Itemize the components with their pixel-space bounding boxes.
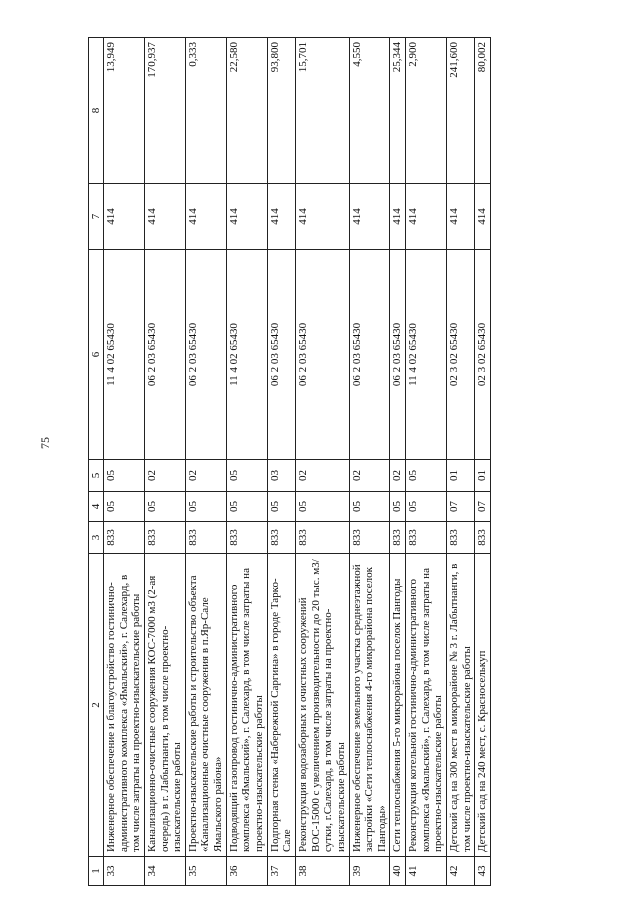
object-name-cell: Детский сад на 300 мест в микрорайоне № 3 г. Лабытнанги, в том числе проектно-изыскательские работы bbox=[447, 554, 475, 857]
object-name-cell: Подводящий газопровод гостинично-административного комплекса «Ямальский», г. Салехард, в том числе затраты на проектно-изыскательские работы bbox=[226, 554, 267, 857]
expense-type-cell: 414 bbox=[226, 184, 267, 250]
subsection-cell: 01 bbox=[475, 460, 491, 492]
expense-type-cell: 414 bbox=[185, 184, 226, 250]
row-number-cell: 36 bbox=[226, 857, 267, 886]
target-article-cell: 06 2 03 65430 bbox=[185, 250, 226, 460]
expense-type-cell: 414 bbox=[104, 184, 145, 250]
code-cell: 833 bbox=[447, 522, 475, 554]
object-name-cell: Реконструкция водозаборных и очистных сооружений ВОС-15000 с увеличением производительности до 20 тыс. м3/сутки, г.Салехард, в том числе затраты на проектно-изыскательские работы bbox=[295, 554, 349, 857]
target-article-cell: 06 2 03 65430 bbox=[349, 250, 390, 460]
target-article-cell: 06 2 03 65430 bbox=[390, 250, 406, 460]
section-cell: 05 bbox=[144, 492, 185, 522]
table-row bbox=[185, 38, 226, 886]
amount-cell: 0,333 bbox=[185, 38, 226, 184]
target-article-cell: 02 3 02 65430 bbox=[447, 250, 475, 460]
subsection-cell: 02 bbox=[390, 460, 406, 492]
code-cell: 833 bbox=[295, 522, 349, 554]
section-cell: 07 bbox=[475, 492, 491, 522]
table-row bbox=[104, 38, 145, 886]
code-cell: 833 bbox=[349, 522, 390, 554]
expense-type-cell: 414 bbox=[475, 184, 491, 250]
object-name-cell: Детский сад на 240 мест, с. Красноселькуп bbox=[475, 554, 491, 857]
row-number-cell: 33 bbox=[104, 857, 145, 886]
code-cell: 833 bbox=[226, 522, 267, 554]
row-number-cell: 40 bbox=[390, 857, 406, 886]
column-header: 2 bbox=[89, 554, 104, 857]
object-name-cell: Инженерное обеспечение и благоустройство гостинично-административного комплекса «Ямальский», г. Салехард, в том числе затраты на проектно-изыскательские работы bbox=[104, 554, 145, 857]
code-cell: 833 bbox=[104, 522, 145, 554]
amount-cell: 80,002 bbox=[475, 38, 491, 184]
amount-cell: 22,580 bbox=[226, 38, 267, 184]
page-number: 75 bbox=[38, 437, 52, 449]
row-number-cell: 35 bbox=[185, 857, 226, 886]
object-name-cell: Канализационно-очистные сооружения КОС-7000 м3 (2-ая очередь) в г. Лабытнанги, в том числе проектно-изыскательские работы bbox=[144, 554, 185, 857]
section-cell: 05 bbox=[295, 492, 349, 522]
object-name-cell: Сети теплоснабжения 5-го микрорайона поселок Пангоды bbox=[390, 554, 406, 857]
object-name-cell: Проектно-изыскательские работы и строительство объекта «Канализационные очистные сооружения в п.Яр-Сале Ямальского района» bbox=[185, 554, 226, 857]
object-name-cell: Инженерное обеспечение земельного участка среднеэтажной застройки «Сети теплоснабжения 4-го микрорайона поселок Пангоды» bbox=[349, 554, 390, 857]
table-body bbox=[104, 38, 491, 886]
column-header: 6 bbox=[89, 250, 104, 460]
row-number-cell: 43 bbox=[475, 857, 491, 886]
object-name-cell: Реконструкция котельной гостинично-административного комплекса «Ямальский», г. Салехард, в том числе затраты на проектно-изыскательские работы bbox=[406, 554, 447, 857]
section-cell: 05 bbox=[406, 492, 447, 522]
amount-cell: 4,550 bbox=[349, 38, 390, 184]
code-cell: 833 bbox=[144, 522, 185, 554]
row-number-cell: 34 bbox=[144, 857, 185, 886]
table-row bbox=[406, 38, 447, 886]
expense-type-cell: 414 bbox=[144, 184, 185, 250]
subsection-cell: 02 bbox=[144, 460, 185, 492]
amount-cell: 93,800 bbox=[267, 38, 295, 184]
header-row bbox=[89, 38, 104, 886]
row-number-cell: 41 bbox=[406, 857, 447, 886]
object-name-cell: Подпорная стенка «Набережной Саргина» в городе Тарко-Сале bbox=[267, 554, 295, 857]
column-header: 7 bbox=[89, 184, 104, 250]
section-cell: 05 bbox=[226, 492, 267, 522]
target-article-cell: 06 2 03 65430 bbox=[295, 250, 349, 460]
table-row bbox=[349, 38, 390, 886]
subsection-cell: 01 bbox=[447, 460, 475, 492]
table-row bbox=[267, 38, 295, 886]
amount-cell: 13,949 bbox=[104, 38, 145, 184]
section-cell: 05 bbox=[267, 492, 295, 522]
subsection-cell: 05 bbox=[226, 460, 267, 492]
row-number-cell: 38 bbox=[295, 857, 349, 886]
expense-type-cell: 414 bbox=[447, 184, 475, 250]
column-header: 8 bbox=[89, 38, 104, 184]
row-number-cell: 39 bbox=[349, 857, 390, 886]
section-cell: 05 bbox=[185, 492, 226, 522]
amount-cell: 2,900 bbox=[406, 38, 447, 184]
table-row bbox=[144, 38, 185, 886]
subsection-cell: 02 bbox=[295, 460, 349, 492]
expense-type-cell: 414 bbox=[406, 184, 447, 250]
subsection-cell: 02 bbox=[349, 460, 390, 492]
amount-cell: 25,344 bbox=[390, 38, 406, 184]
target-article-cell: 11 4 02 65430 bbox=[406, 250, 447, 460]
table-row bbox=[226, 38, 267, 886]
code-cell: 833 bbox=[267, 522, 295, 554]
code-cell: 833 bbox=[475, 522, 491, 554]
section-cell: 05 bbox=[390, 492, 406, 522]
section-cell: 05 bbox=[104, 492, 145, 522]
expense-type-cell: 414 bbox=[390, 184, 406, 250]
table-row bbox=[390, 38, 406, 886]
row-number-cell: 37 bbox=[267, 857, 295, 886]
target-article-cell: 11 4 02 65430 bbox=[104, 250, 145, 460]
target-article-cell: 02 3 02 65430 bbox=[475, 250, 491, 460]
code-cell: 833 bbox=[390, 522, 406, 554]
column-header: 5 bbox=[89, 460, 104, 492]
table-row bbox=[295, 38, 349, 886]
subsection-cell: 05 bbox=[406, 460, 447, 492]
code-cell: 833 bbox=[185, 522, 226, 554]
section-cell: 07 bbox=[447, 492, 475, 522]
expense-type-cell: 414 bbox=[349, 184, 390, 250]
amount-cell: 170,937 bbox=[144, 38, 185, 184]
amount-cell: 15,701 bbox=[295, 38, 349, 184]
expense-type-cell: 414 bbox=[295, 184, 349, 250]
target-article-cell: 11 4 02 65430 bbox=[226, 250, 267, 460]
target-article-cell: 06 2 03 65430 bbox=[267, 250, 295, 460]
rotated-table-container bbox=[88, 38, 608, 886]
subsection-cell: 03 bbox=[267, 460, 295, 492]
table-row bbox=[447, 38, 475, 886]
column-header: 1 bbox=[89, 857, 104, 886]
subsection-cell: 05 bbox=[104, 460, 145, 492]
column-header: 3 bbox=[89, 522, 104, 554]
section-cell: 05 bbox=[349, 492, 390, 522]
amount-cell: 241,600 bbox=[447, 38, 475, 184]
column-header: 4 bbox=[89, 492, 104, 522]
subsection-cell: 02 bbox=[185, 460, 226, 492]
row-number-cell: 42 bbox=[447, 857, 475, 886]
table-row bbox=[475, 38, 491, 886]
code-cell: 833 bbox=[406, 522, 447, 554]
budget-table bbox=[88, 37, 491, 886]
expense-type-cell: 414 bbox=[267, 184, 295, 250]
target-article-cell: 06 2 03 65430 bbox=[144, 250, 185, 460]
